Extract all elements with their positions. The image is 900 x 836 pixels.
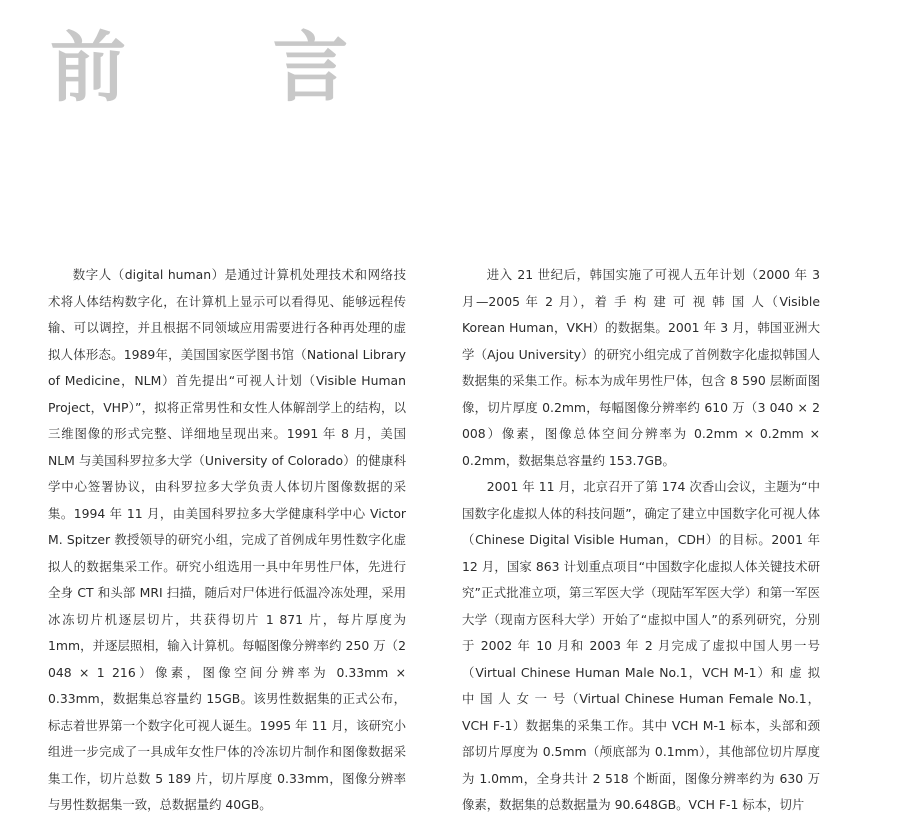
right-paragraph-1: 进入 21 世纪后，韩国实施了可视人五年计划（2000 年 3 月—2005 年 2 月），着 手 构 建 可 视 韩 国 人（Visible Korean Human，VKH）的数据集。2001 年 3 月，韩国亚洲大学（Ajou University）的研究小组完成了首例数字化虚拟韩国人数据集的采集工作。标本为成年男性尸体，包含 8 590 层断面图像，切片厚度 0.2mm，每幅图像分辨率约 610 万（3 040 × 2 008）像素，图像总体空间分辨率为 0.2mm × 0.2mm × 0.2mm，数据集总容量约 153.7GB。 xyxy=(462,267,820,468)
right-column xyxy=(462,262,820,819)
left-paragraph-1: 数字人（digital human）是通过计算机处理技术和网络技术将人体结构数字化，在计算机上显示可以看得见、能够远程传输、可以调控，并且根据不同领域应用需要进行各种再处理的虚拟人体形态。1989年，美国国家医学图书馆（National Library of Medicine，NLM）首先提出“可视人计划（Visible Human Project，VHP）”，拟将正常男性和女性人体解剖学上的结构，以三维图像的形式完整、详细地呈现出来。1991 年 8 月，美国 NLM 与美国科罗拉多大学（University of Colorado）的健康科学中心签署协议，由科罗拉多大学负责人体切片图像数据的采集。1994 年 11 月，由美国科罗拉多大学健康科学中心 Victor M. Spitzer 教授领导的研究小组，完成了首例成年男性数字化虚拟人的数据集采工作。研究小组选用一具中年男性尸体，先进行全身 CT 和头部 MRI 扫描，随后对尸体进行低温冷冻处理，采用冰冻切片机逐层切片，共获得切片 1 871 片，每片厚度为 1mm，并逐层照相，输入计算机。每幅图像分辨率约 250 万（2 048 × 1 216）像素，图像空间分辨率为 0.33mm × 0.33mm，数据集总容量约 15GB。该男性数据集的正式公布，标志着世界第一个数字化可视人诞生。1995 年 11 月，该研究小组进一步完成了一具成年女性尸体的冷冻切片制作和图像数据采集工作，切片总数 5 189 片，切片厚度 0.33mm，图像分辨率与男性数据集一致，总数据量约 40GB。 xyxy=(48,267,406,812)
page-title: 前 言 xyxy=(50,23,409,112)
right-paragraph-2: 2001 年 11 月，北京召开了第 174 次香山会议，主题为“中国数字化虚拟人体的科技问题”，确定了建立中国数字化可视人体（Chinese Digital Visible Human，CDH）的目标。2001 年 12 月，国家 863 计划重点项目“中国数字化虚拟人体关键技术研究”正式批准立项，第三军医大学（现陆军军医大学）和第一军医大学（现南方医科大学）开始了“虚拟中国人”的系列研究，分别于 2002 年 10 月和 2003 年 2 月完成了虚拟中国人男一号（Virtual Chinese Human Male No.1，VCH M-1）和 虚 拟 中 国 人 女 一 号（Virtual Chinese Human Female No.1，VCH F-1）数据集的采集工作。其中 VCH M-1 标本，头部和颈部切片厚度为 0.5mm（颅底部为 0.1mm），其他部位切片厚度为 1.0mm，全身共计 2 518 个断面，图像分辨率约为 630 万像素，数据集的总数据量为 90.648GB。VCH F-1 标本，切片 xyxy=(462,479,820,812)
left-column xyxy=(48,262,406,819)
